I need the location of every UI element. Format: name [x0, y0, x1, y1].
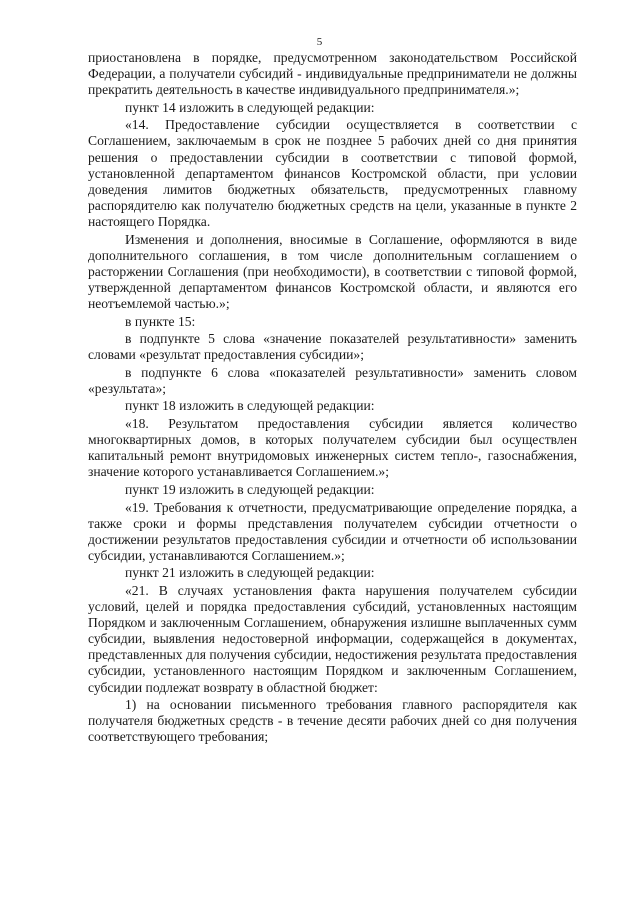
paragraph: в подпункте 6 слова «показателей результативности» заменить словом «результата»;	[88, 364, 577, 396]
paragraph: приостановлена в порядке, предусмотренном законодательством Российской Федерации, а получатели субсидий - индивидуальные предприниматели не должны прекратить деятельность в качестве индивидуального предпринимателя.»;	[88, 50, 577, 98]
paragraph: 1) на основании письменного требования главного распорядителя как получателя бюджетных средств - в течение десяти рабочих дней со дня получения соответствующего требования;	[88, 697, 577, 745]
paragraph: «14. Предоставление субсидии осуществляется в соответствии с Соглашением, заключаемым в срок не позднее 5 рабочих дней со дня принятия решения о предоставлении субсидии в соответствии с типовой формой, установленной департаментом финансов Костромской области, при условии доведения лимитов бюджетных обязательств, предусмотренных главному распорядителю как получателю бюджетных средств на цели, указанные в пункте 2 настоящего Порядка.	[88, 117, 577, 229]
document-body	[88, 50, 577, 747]
page-number: 5	[316, 36, 323, 48]
paragraph: пункт 18 изложить в следующей редакции:	[125, 398, 375, 414]
paragraph: пункт 21 изложить в следующей редакции:	[125, 565, 375, 581]
paragraph: «18. Результатом предоставления субсидии является количество многоквартирных домов, в которых получателем субсидии был осуществлен капитальный ремонт внутридомовых инженерных систем тепло-, газоснабжения, значение которого устанавливается Соглашением.»;	[88, 416, 577, 480]
paragraph: в подпункте 5 слова «значение показателей результативности» заменить словами «результат предоставления субсидии»;	[88, 331, 577, 363]
paragraph: пункт 19 изложить в следующей редакции:	[125, 481, 375, 497]
paragraph: пункт 14 изложить в следующей редакции:	[125, 99, 375, 115]
paragraph: Изменения и дополнения, вносимые в Соглашение, оформляются в виде дополнительного соглашения, в том числе дополнительным соглашением о расторжении Соглашения (при необходимости), в соответствии с типовой формой, утвержденной департаментом финансов Костромской области, и являются его неотъемлемой частью.»;	[88, 231, 577, 311]
paragraph: «19. Требования к отчетности, предусматривающие определение порядка, а также сроки и формы представления получателем субсидии отчетности о достижении результатов предоставления субсидии и отчетности об использовании субсидии, устанавливаются Соглашением.»;	[88, 499, 577, 563]
paragraph: в пункте 15:	[125, 313, 196, 329]
paragraph: «21. В случаях установления факта нарушения получателем субсидии условий, целей и порядка предоставления субсидий, установленных настоящим Порядком и заключенным Соглашением, обнаружения излишне выплаченных сумм субсидии, выявления недостоверной информации, содержащейся в документах, представленных для получения субсидии, недостижения результата предоставления субсидии, установленного настоящим Порядком и заключенным Соглашением, субсидии подлежат возврату в областной бюджет:	[88, 583, 577, 695]
